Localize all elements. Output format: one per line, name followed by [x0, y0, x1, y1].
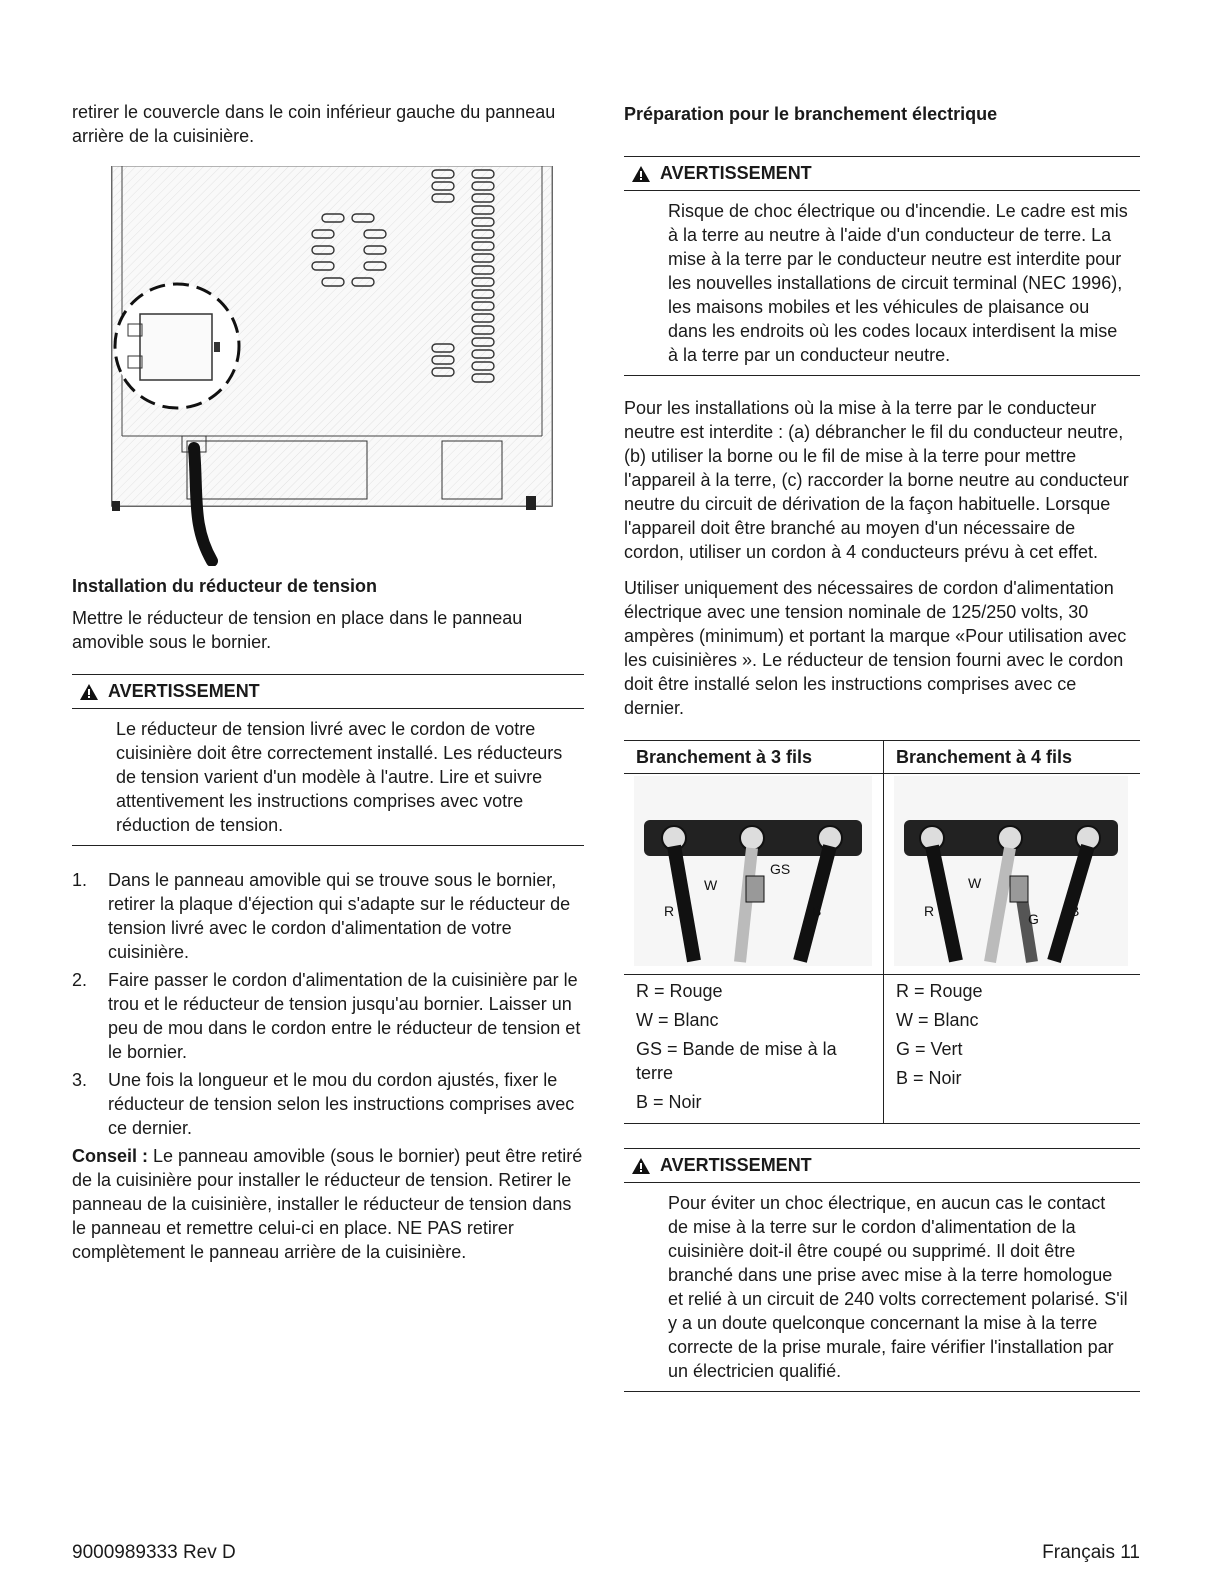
tip-paragraph — [72, 1144, 584, 1264]
intro-text: retirer le couvercle dans le coin inférieur gauche du panneau arrière de la cuisinière. — [72, 102, 556, 146]
warning-title: AVERTISSEMENT — [660, 163, 812, 183]
table-header-4-wire: Branchement à 4 fils — [884, 741, 1140, 774]
step-number: 1. — [72, 870, 88, 890]
strain-relief-para: Mettre le réducteur de tension en place dans le panneau amovible sous le bornier. — [72, 608, 523, 652]
cord-kit-para: Utiliser uniquement des nécessaires de cordon d'alimentation électrique avec une tension nominale de 125/250 volts, 30 ampères (minimum) et portant la marque «Pour utilisation avec les cuisinières ». Le réducteur de tension fourni avec le cordon doit être installé selon les instructions comprises avec ce dernier. — [624, 578, 1127, 718]
legend-item: W = Blanc — [636, 1010, 719, 1030]
three-wire-diagram — [624, 774, 884, 975]
list-item — [72, 868, 584, 964]
legend-item: W = Blanc — [896, 1010, 979, 1030]
warning-triangle-icon — [632, 166, 650, 182]
four-wire-diagram — [884, 774, 1140, 975]
list-item — [72, 1068, 584, 1140]
warning-triangle-icon — [80, 684, 98, 700]
warning-body: Pour éviter un choc électrique, en aucun cas le contact de mise à la terre sur le cordon d'alimentation de la cuisinière doit-il être coupé ou supprimé. Il doit être branché dans une prise avec mise à la terre homologue et relié à un circuit de 240 volts correctement polarisé. S'il y a un doute quelconque concernant la mise à la terre correcte de la prise murale, faire vérifier l'installation par un électricien qualifié. — [668, 1193, 1128, 1381]
steps-list — [72, 868, 584, 1140]
three-wire-drawing — [634, 776, 872, 966]
step-number: 3. — [72, 1070, 88, 1090]
label-gs: GS — [770, 861, 791, 877]
step-number: 2. — [72, 970, 88, 990]
step-text: Dans le panneau amovible qui se trouve sous le bornier, retirer la plaque d'éjection qui s'adapte sur le réducteur de tension livré avec le cordon d'alimentation de votre cuisinière. — [108, 870, 571, 962]
warning-title: AVERTISSEMENT — [660, 1155, 812, 1175]
left-column — [72, 100, 584, 1264]
label-r: R — [924, 903, 935, 919]
warning-box-ground — [624, 156, 1140, 376]
warning-box-shock — [624, 1148, 1140, 1392]
right-column — [624, 100, 1140, 1392]
label-r: R — [664, 903, 675, 919]
neutral-ground-para: Pour les installations où la mise à la terre par le conducteur neutre est interdite : (a) débrancher le fil du conducteur neutre, (b) utiliser la borne ou le fil de mise à la terre pour mettre l'appareil à la terre, (c) raccorder la borne neutre au conducteur neutre du circuit de dérivation de la façon habituelle. Lorsque l'appareil doit être branché au moyen d'un nécessaire de cordon, utiliser un cordon à 4 conducteurs prévu à cet effet. — [624, 398, 1129, 562]
legend-item: R = Rouge — [896, 981, 983, 1001]
warning-box-strain-relief — [72, 674, 584, 846]
warning-body: Le réducteur de tension livré avec le cordon de votre cuisinière doit être correctement installé. Les réducteurs de tension varient d'un modèle à l'autre. Lire et suivre attentivement les instructions comprises avec votre réduction de tension. — [116, 719, 563, 835]
step-text: Faire passer le cordon d'alimentation de la cuisinière par le trou et le réducteur de tension jusqu'au bornier. Laisser un peu de mou dans le cordon entre le réducteur de tension et le bornier. — [108, 970, 581, 1062]
four-wire-drawing — [894, 776, 1128, 966]
label-b: B — [1070, 903, 1080, 919]
strain-relief-heading: Installation du réducteur de tension — [72, 576, 378, 596]
legend-item: G = Vert — [896, 1039, 963, 1059]
range-back-illustration — [102, 166, 562, 566]
wiring-table — [624, 740, 1140, 1124]
legend-item: B = Noir — [896, 1068, 962, 1088]
legend-item: R = Rouge — [636, 981, 723, 1001]
four-wire-legend — [884, 975, 1140, 1123]
table-header-3-wire: Branchement à 3 fils — [624, 741, 884, 774]
footer-page-number: Français 11 — [1042, 1542, 1140, 1563]
label-w: W — [704, 877, 718, 893]
step-text: Une fois la longueur et le mou du cordon ajustés, fixer le réducteur de tension selon les instructions comprises avec ce dernier. — [108, 1070, 575, 1138]
warning-body: Risque de choc électrique ou d'incendie. Le cadre est mis à la terre au neutre à l'aide d'un conducteur de terre. La mise à la terre par le conducteur neutre est interdite pour les nouvelles installations de circuit terminal (NEC 1996), les maisons mobiles et les véhicules de plaisance ou dans les endroits où les codes locaux interdisent la mise à la terre par un conducteur neutre. — [668, 201, 1128, 365]
electrical-prep-heading: Préparation pour le branchement électrique — [624, 104, 998, 124]
label-b: B — [812, 903, 822, 919]
footer-doc-number: 9000989333 Rev D — [72, 1542, 236, 1563]
label-g: G — [1028, 911, 1039, 927]
three-wire-legend — [624, 975, 884, 1123]
label-w: W — [968, 875, 982, 891]
warning-triangle-icon — [632, 1158, 650, 1174]
list-item — [72, 968, 584, 1064]
legend-item: B = Noir — [636, 1092, 702, 1112]
warning-title: AVERTISSEMENT — [108, 681, 260, 701]
tip-label: Conseil : — [72, 1146, 149, 1166]
range-back-drawing — [102, 166, 562, 566]
legend-item: GS = Bande de mise à la terre — [636, 1039, 837, 1083]
tip-text: Le panneau amovible (sous le bornier) peut être retiré de la cuisinière pour installer le réducteur de tension. Retirer le panneau de la cuisinière, installer le réducteur de tension dans le panneau et remettre celui-ci en place. NE PAS retirer complètement le panneau arrière de la cuisinière. — [72, 1146, 583, 1262]
